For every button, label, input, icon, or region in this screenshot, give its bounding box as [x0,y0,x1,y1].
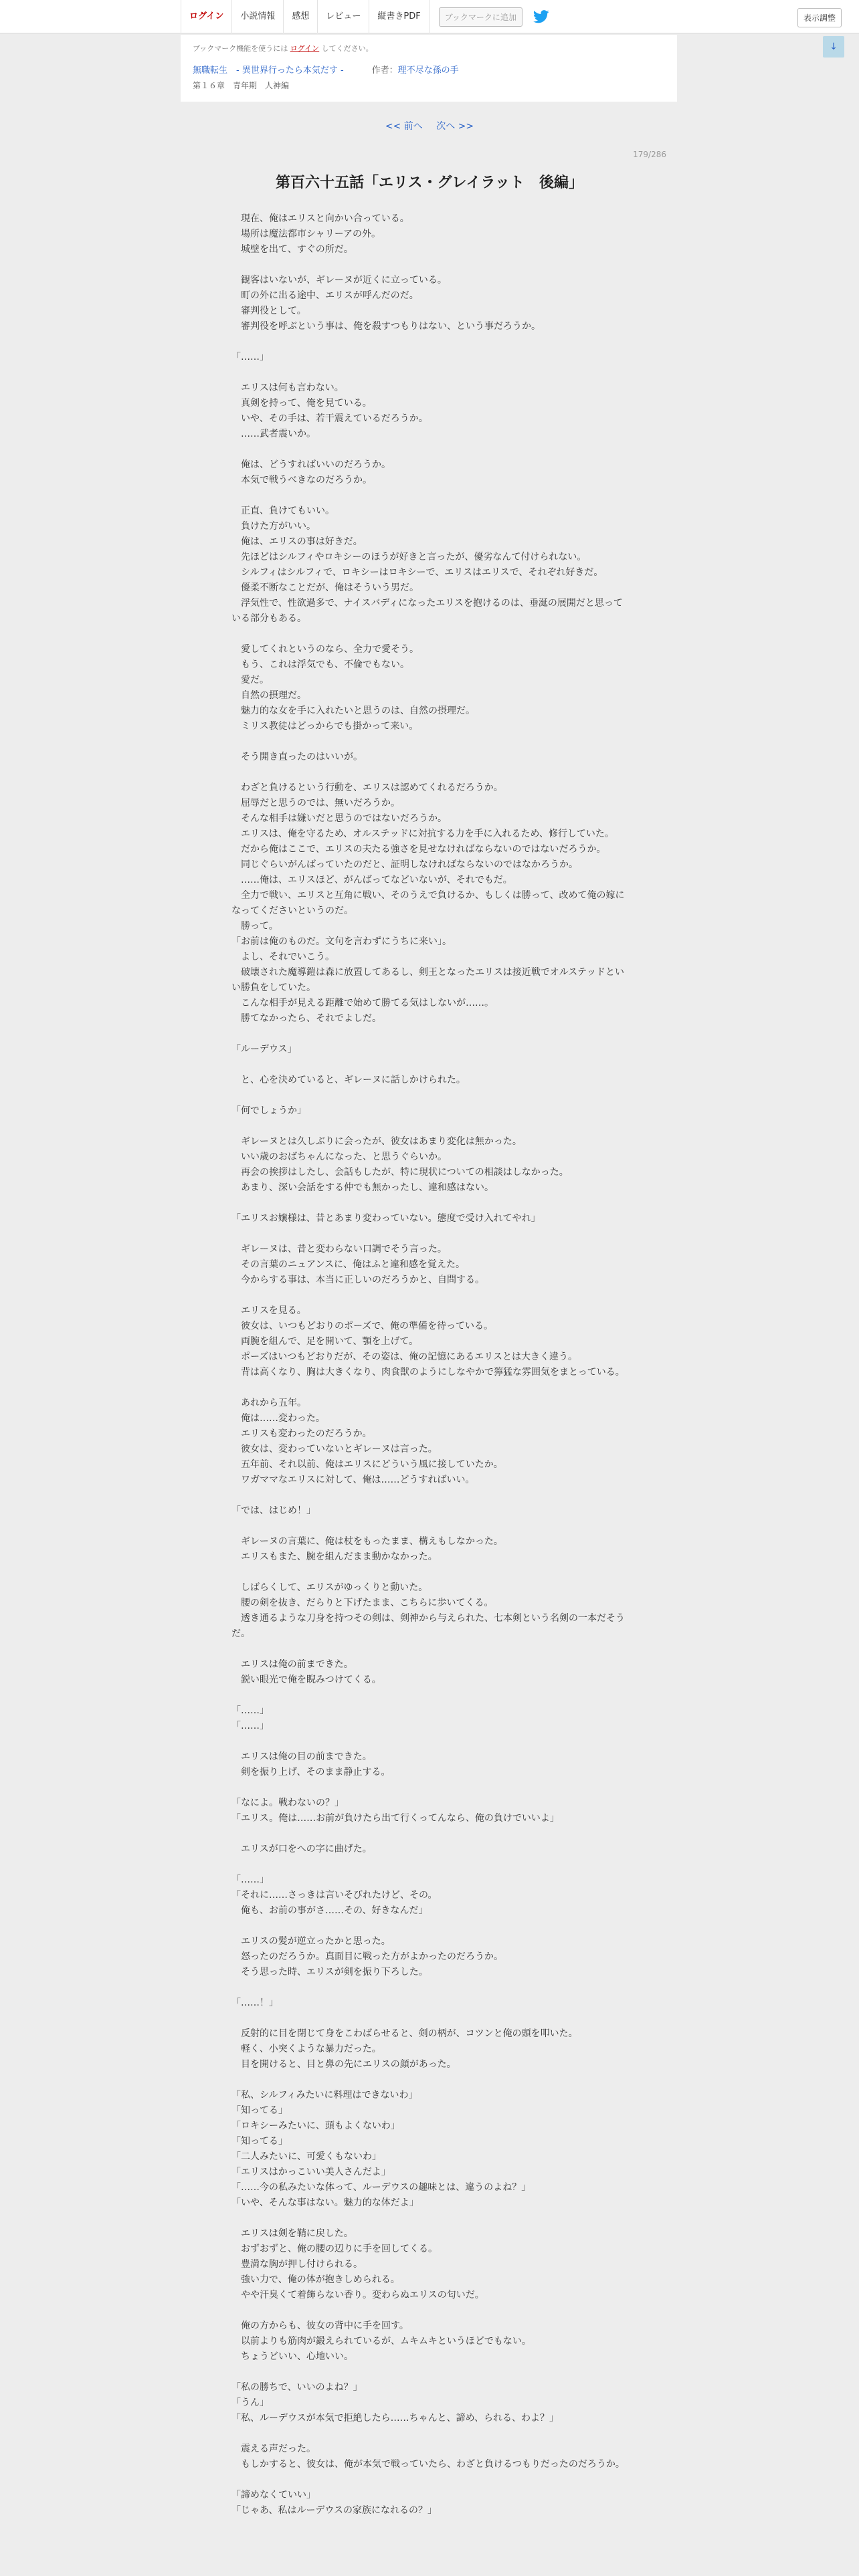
novel-line: 先ほどはシルフィやロキシーのほうが好きと言ったが、優劣なんて付けられない。 [231,552,587,562]
novel-line: 「エリスお嬢様は、昔とあまり変わっていない。態度で受け入れてやれ」 [231,1213,541,1224]
bookmark-note-pre: ブックマーク機能を使うには [193,44,290,53]
novel-line: ポーズはいつもどおりだが、その姿は、俺の記憶にあるエリスとは大きく違う。 [231,1352,578,1362]
add-bookmark-button[interactable]: ブックマークに追加 [439,7,522,27]
novel-line: 「いや、そんな事はない。魅力的な体だよ」 [231,2197,419,2208]
blank-line [231,488,628,504]
novel-line: 「私、シルフィみたいに料理はできないわ」 [231,2090,418,2101]
novel-line: 自然の摂理だ。 [231,690,306,701]
novel-line: 勝てなかったら、それでよしだ。 [231,1013,381,1024]
novel-line: 同じぐらいがんばっていたのだと、証明しなければならないのではなかろうか。 [231,859,578,870]
blank-line [231,334,628,350]
blank-line [231,1688,628,1703]
blank-line [231,442,628,457]
blank-line [231,1057,628,1073]
novel-line: 町の外に出る途中、エリスが呼んだのだ。 [231,290,419,301]
blank-line [231,2211,628,2226]
author-link[interactable]: 理不尽な孫の手 [397,66,459,76]
novel-line: だから俺はここで、エリスの夫たる強さを見せなければならないのではないだろうか。 [231,844,606,855]
vertical-pdf-link[interactable]: 縦書きPDF [369,0,429,33]
novel-line: エリスも変わったのだろうか。 [231,1428,372,1439]
blank-line [231,1288,628,1303]
novel-line: ……武者震いか。 [231,429,316,439]
novel-line: 再会の挨拶はしたし、会話もしたが、特に現状についての相談はしなかった。 [231,1167,569,1178]
novel-line: 背は高くなり、胸は大きくなり、肉食獣のようにしなやかで獰猛な雰囲気をまとっている。 [231,1367,625,1378]
novel-line: ギレーヌの言葉に、俺は杖をもったまま、構えもしなかった。 [231,1536,503,1547]
novel-line: 透き通るような刀身を持つその剣は、剣神から与えられた、七本剣という名剣の一本だそうだ。 [231,1613,625,1639]
pager [0,119,859,132]
blank-line [231,1519,628,1534]
novel-line: 「……！」 [231,1998,278,2008]
novel-line: そう開き直ったのはいいが。 [231,752,363,762]
novel-info-panel [181,35,677,102]
blank-line [231,1226,628,1242]
blank-line [231,365,628,381]
novel-line: 以前よりも筋肉が鍛えられているが、ムキムキというほどでもない。 [231,2336,531,2347]
display-adjust-button[interactable]: 表示調整 [797,8,842,27]
episode-title: 第百六十五話「エリス・グレイラット 後編」 [275,175,584,191]
novel-line: 腰の剣を抜き、だらりと下げたまま、こちらに歩いてくる。 [231,1598,494,1608]
novel-line: もしかすると、彼女は、俺が本気で戦っていたら、わざと負けるつもりだったのだろうか。 [231,2459,625,2470]
blank-line [231,765,628,780]
blank-line [231,1380,628,1396]
chapter-title: 第１６章 青年期 人神編 [193,81,290,90]
next-page-link[interactable]: 次へ >> [436,121,474,132]
novel-line: おずおずと、俺の腰の辺りに手を回してくる。 [231,2244,438,2254]
login-link[interactable]: ログイン [181,0,232,33]
novel-line: 俺は、エリスの事は好きだ。 [231,536,363,547]
twitter-icon[interactable] [533,10,549,23]
blank-line [231,2426,628,2442]
novel-line: わざと負けるという行動を、エリスは認めてくれるだろうか。 [231,782,503,793]
novel-line: 強い力で、俺の体が抱きしめられる。 [231,2274,400,2285]
scroll-down-icon[interactable]: ↓ [823,36,844,58]
novel-line: エリスは、俺を守るため、オルステッドに対抗する力を手に入れるため、修行していた。 [231,829,614,839]
novel-line: 俺も、お前の事がさ……その、好きなんだ」 [231,1905,428,1916]
novel-line: 「ルーデウス」 [231,1044,297,1055]
novel-line: 負けた方がいい。 [231,521,316,532]
author-label: 作者： [371,66,398,76]
blank-line [231,1826,628,1842]
novel-line: ギレーヌは、昔と変わらない口調でそう言った。 [231,1244,447,1255]
novel-line: 「じゃあ、私はルーデウスの家族になれるの？」 [231,2505,438,2516]
novel-line: シルフィはシルフィで、ロキシーはロキシーで、エリスはエリスで、それぞれ好きだ。 [231,567,603,578]
novel-line: 「それに……さっきは言いそびれたけど、その。 [231,1890,438,1901]
novel-line: あれから五年。 [231,1398,306,1408]
novel-line: しばらくして、エリスがゆっくりと動いた。 [231,1582,428,1593]
novel-line: と、心を決めていると、ギレーヌに話しかけられた。 [231,1075,466,1085]
novel-line: 俺は、どうすればいいのだろうか。 [231,459,391,470]
novel-line: やや汗臭くて着飾らない香り。変わらぬエリスの匂いだ。 [231,2290,484,2300]
novel-line: そう思った時、エリスが剣を振り下ろした。 [231,1967,428,1977]
novel-line: 本気で戦うべきなのだろうか。 [231,475,372,486]
novel-line: 浮気性で、性欲過多で、ナイスバディになったエリスを抱けるのは、垂涎の展開だと思っている部分もある。 [231,598,623,624]
novel-line: 「エリス。俺は……お前が負けたら出て行くってんなら、俺の負けでいいよ」 [231,1813,559,1824]
blank-line [231,1780,628,1796]
novel-line: 「うん」 [231,2397,269,2408]
novel-line: 場所は魔法都市シャリーアの外。 [231,229,381,239]
review-link[interactable]: レビュー [318,0,369,33]
novel-line: 軽く、小突くような暴力だった。 [231,2044,381,2054]
novel-line: 勝って。 [231,921,278,932]
novel-line: 審判役を呼ぶという事は、俺を殺すつもりはない、という事だろうか。 [231,321,541,332]
novel-line: 「ロキシーみたいに、頭もよくないわ」 [231,2121,400,2131]
novel-line: 怒ったのだろうか。真面目に戦った方がよかったのだろうか。 [231,1951,503,1962]
novel-line: ……俺は、エリスほど、がんばってなどいないが、それでもだ。 [231,875,512,885]
bookmark-login-note [193,43,665,53]
novel-line: エリスもまた、腕を組んだまま動かなかった。 [231,1551,438,1562]
novel-line: 「……」 [231,352,269,362]
novel-line: 「エリスはかっこいい美人さんだよ」 [231,2167,391,2177]
novel-line: 五年前、それ以前、俺はエリスにどういう風に接していたか。 [231,1459,503,1470]
novel-line: 「……」 [231,1874,269,1885]
novel-info-link[interactable]: 小説情報 [232,0,284,33]
novel-line: エリスは俺の前まできた。 [231,1659,353,1670]
novel-line: 「私の勝ちで、いいのよね？」 [231,2382,363,2393]
blank-line [231,1488,628,1503]
series-title-link[interactable]: 無職転生 - 異世界行ったら本気だす - [193,66,344,76]
novel-line: もう、これは浮気でも、不倫でもない。 [231,659,409,670]
novel-line: 反射的に目を閉じて身をこわばらせると、剣の柄が、コツンと俺の頭を叩いた。 [231,2028,578,2039]
blank-line [231,2365,628,2380]
novel-line: 震える声だった。 [231,2444,316,2454]
bookmark-login-link[interactable]: ログイン [290,44,320,53]
novel-line: 彼女は、いつもどおりのポーズで、俺の準備を待っている。 [231,1321,494,1331]
blank-line [231,1565,628,1580]
blank-line [231,627,628,642]
novel-line: エリスを見る。 [231,1305,306,1316]
novel-line: 俺は……変わった。 [231,1413,325,1424]
novel-line: 「では、はじめ！」 [231,1505,316,1516]
novel-line: 「私、ルーデウスが本気で拒絶したら……ちゃんと、諦め、られる、わよ？」 [231,2413,559,2424]
novel-line: ワガママなエリスに対して、俺は……どうすればいい。 [231,1475,475,1485]
novel-line: 「……」 [231,1705,269,1716]
novel-line: 今からする事は、本当に正しいのだろうかと、自問する。 [231,1275,484,1285]
novel-line: エリスが口をへの字に曲げた。 [231,1844,372,1854]
novel-body [231,211,628,2518]
novel-line: 審判役として。 [231,306,306,316]
novel-line: あまり、深い会話をする仲でも無かったし、違和感はない。 [231,1182,494,1193]
novel-line: その言葉のニュアンスに、俺はふと違和感を覚えた。 [231,1259,466,1270]
blank-line [231,257,628,273]
novel-line: 目を開けると、目と鼻の先にエリスの顔があった。 [231,2059,456,2070]
novel-line: 「お前は俺のものだ。文句を言わずにうちに来い」。 [231,936,452,947]
novel-line: ギレーヌとは久しぶりに会ったが、彼女はあまり変化は無かった。 [231,1136,522,1147]
blank-line [231,2011,628,2026]
page-count: 179/286 [633,150,666,159]
blank-line [231,1980,628,1996]
novel-line: ミリス教徒はどっからでも掛かって来い。 [231,721,419,732]
novel-line: 豊満な胸が押し付けられる。 [231,2259,363,2270]
novel-line: 「何でしょうか」 [231,1105,306,1116]
novel-line: 「諦めなくていい」 [231,2490,316,2500]
novel-line: 真剣を持って、俺を見ている。 [231,398,372,409]
novel-line: 現在、俺はエリスと向かい合っている。 [231,213,409,224]
novel-line: ちょうどいい、心地いい。 [231,2351,353,2362]
blank-line [231,1857,628,1872]
bookmark-note-post: してください。 [319,44,373,53]
blank-line [231,1119,628,1134]
novel-line: エリスは剣を鞘に戻した。 [231,2228,353,2239]
novel-line: 両腕を組んで、足を開いて、顎を上げて。 [231,1336,419,1347]
novel-line: 愛だ。 [231,675,269,685]
novel-line: 魅力的な女を手に入れたいと思うのは、自然の摂理だ。 [231,706,475,716]
novel-line: 剣を振り上げ、そのまま静止する。 [231,1767,391,1778]
blank-line [231,1734,628,1749]
novel-line: 優柔不断なことだが、俺はそういう男だ。 [231,582,419,593]
novel-line: 観客はいないが、ギレーヌが近くに立っている。 [231,275,447,286]
novel-line: エリスは何も言わない。 [231,383,344,393]
series-line [193,63,665,76]
prev-page-link[interactable]: << 前へ [385,121,423,132]
novel-line: 「……」 [231,1721,269,1731]
novel-line: こんな相手が見える距離で始めて勝てる気はしないが……。 [231,998,494,1008]
novel-line: 鋭い眼光で俺を睨みつけてくる。 [231,1675,381,1685]
novel-line: 「二人みたいに、可愛くもないわ」 [231,2151,381,2162]
novel-line: 正直、負けてもいい。 [231,506,335,516]
impressions-link[interactable]: 感想 [284,0,318,33]
novel-line: いや、その手は、若干震えているだろうか。 [231,413,428,424]
novel-line: 破壊された魔導鎧は森に放置してあるし、剣王となったエリスは接近戦でオルステッドといい勝負をしていた。 [231,967,625,993]
blank-line [231,2303,628,2319]
novel-line: エリスの髪が逆立ったかと思った。 [231,1936,391,1947]
blank-line [231,1196,628,1211]
novel-line: 愛してくれというのなら、全力で愛そう。 [231,644,419,655]
novel-line: エリスは俺の目の前まできた。 [231,1751,372,1762]
blank-line [231,734,628,750]
novel-line: 城壁を出て、すぐの所だ。 [231,244,353,255]
nav-menu [181,0,549,33]
novel-line: いい歳のおばちゃんになった、と思うぐらいか。 [231,1152,447,1162]
novel-line: 俺の方からも、彼女の背中に手を回す。 [231,2321,409,2331]
novel-line: 「……今の私みたいな体って、ルーデウスの趣味とは、違うのよね？」 [231,2182,531,2193]
blank-line [231,1027,628,1042]
novel-line: 屈辱だと思うのでは、無いだろうか。 [231,798,400,809]
novel-line: 「知ってる」 [231,2105,288,2116]
top-nav-bar [0,0,859,33]
novel-line: 全力で戦い、エリスと互角に戦い、そのうえで負けるか、もしくは勝って、改めて俺の嫁になってくださいというのだ。 [231,890,625,916]
blank-line [231,1088,628,1103]
blank-line [231,1642,628,1657]
blank-line [231,1919,628,1934]
blank-line [231,2472,628,2488]
novel-line: 「知ってる」 [231,2136,288,2147]
blank-line [231,2072,628,2088]
novel-line: よし、それでいこう。 [231,952,335,962]
novel-line: そんな相手は嫌いだと思うのではないだろうか。 [231,813,447,824]
novel-line: 「なによ。戦わないの？」 [231,1798,344,1808]
novel-line: 彼女は、変わっていないとギレーヌは言った。 [231,1444,438,1455]
